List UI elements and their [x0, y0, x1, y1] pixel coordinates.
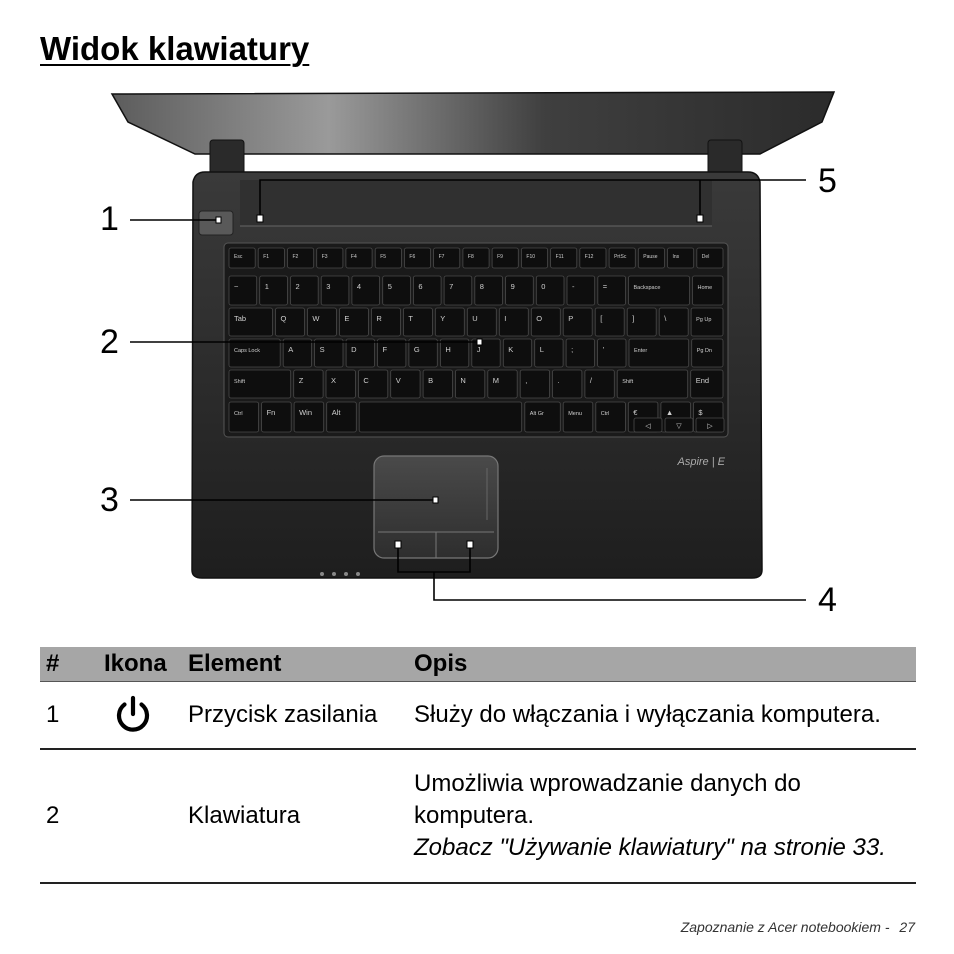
key-label: Del — [701, 254, 710, 260]
header-description: Opis — [408, 647, 916, 681]
key-label: 8 — [479, 282, 484, 291]
key-label: - — [572, 282, 575, 291]
key-label: 1 — [264, 282, 269, 291]
key-ins — [668, 248, 694, 268]
key-label: , — [525, 376, 528, 385]
key-label: ' — [602, 345, 605, 354]
key-label: ▲ — [665, 408, 674, 417]
key-label: ; — [571, 345, 574, 354]
key-f3 — [317, 248, 343, 268]
key-fn — [262, 402, 292, 432]
row-note-text: Zobacz "Używanie klawiatury" na stronie 33. — [414, 834, 886, 861]
key-ctrl — [596, 402, 626, 432]
key-label: 0 — [541, 282, 546, 291]
key-label: PrtSc — [614, 254, 627, 260]
table-row — [40, 749, 916, 883]
key-label: O — [536, 314, 543, 323]
components-table — [40, 647, 916, 884]
key-f1 — [258, 248, 284, 268]
key-label: F12 — [584, 254, 594, 260]
key-label: Backspace — [633, 285, 661, 291]
callout-2: 2 — [100, 323, 119, 361]
key-label: V — [395, 376, 401, 385]
key-label: Y — [440, 314, 446, 323]
key-label: \ — [664, 314, 667, 323]
key-label: = — [602, 282, 608, 291]
page-footer — [681, 919, 915, 935]
key-label: Q — [280, 314, 287, 323]
power-icon — [112, 694, 154, 736]
key-label: ◁ — [645, 422, 651, 430]
key-label: Alt Gr — [529, 411, 544, 417]
key-label: Fn — [266, 408, 276, 417]
key-label: F1 — [263, 254, 270, 260]
laptop-keyboard-figure — [0, 80, 954, 620]
key-label: 6 — [418, 282, 423, 291]
key-label: L — [539, 345, 544, 354]
row-description — [408, 681, 916, 749]
key-label: D — [351, 345, 357, 354]
key-label: Ctrl — [600, 411, 610, 417]
key-label: X — [331, 376, 337, 385]
key-label: Win — [299, 408, 313, 417]
key-label: Pg Dn — [696, 348, 712, 354]
key-space — [359, 402, 522, 432]
key-label: / — [589, 376, 592, 385]
row-icon-cell — [98, 749, 182, 883]
key-label: Ctrl — [234, 411, 243, 417]
key-del — [697, 248, 723, 268]
header-element: Element — [182, 647, 408, 681]
key-label: Pause — [643, 254, 658, 260]
key-label: N — [460, 376, 466, 385]
key-label: Ins — [672, 254, 680, 260]
header-icon: Ikona — [98, 647, 182, 681]
key-label: E — [344, 314, 350, 323]
key-label: 9 — [510, 282, 515, 291]
row-element: Przycisk zasilania — [182, 681, 408, 749]
callout-3: 3 — [100, 481, 119, 519]
key-label: Alt — [331, 408, 341, 417]
key-label: 5 — [387, 282, 392, 291]
row-element: Klawiatura — [182, 749, 408, 883]
key-label: J — [476, 345, 481, 354]
page-title: Widok klawiatury — [40, 30, 310, 67]
key-f2 — [288, 248, 314, 268]
page-number: 27 — [899, 919, 915, 935]
key-label: . — [557, 376, 560, 385]
key-f7 — [434, 248, 460, 268]
footer-text: Zapoznanie z Acer notebookiem - — [680, 919, 890, 935]
key-label: P — [568, 314, 574, 323]
row-description-text: Służy do włączania i wyłączania komputera. — [414, 700, 881, 728]
callout-4: 4 — [818, 581, 837, 619]
key-label: ▷ — [707, 422, 713, 430]
key-alt — [327, 402, 357, 432]
laptop-illustration — [0, 80, 954, 620]
header-num: # — [40, 647, 98, 681]
key-label: [ — [600, 314, 603, 323]
key-label: F2 — [292, 254, 299, 260]
row-description — [408, 749, 916, 883]
key-label: T — [408, 314, 413, 323]
row-icon-cell — [98, 681, 182, 749]
key-label: F7 — [438, 254, 445, 260]
callout-5: 5 — [818, 162, 837, 200]
key-label: Z — [298, 376, 304, 385]
key-label: 7 — [449, 282, 454, 291]
key-label: M — [492, 376, 500, 385]
key-label: F4 — [350, 254, 357, 260]
key-label: F — [382, 345, 388, 354]
key-label: Shift — [622, 379, 634, 385]
row-description-text: Umożliwia wprowadzanie danych do komputera. — [414, 770, 801, 829]
key-label: $ — [698, 408, 703, 417]
key-label: Tab — [234, 314, 247, 323]
table-header-row — [40, 647, 916, 681]
key-label: ] — [632, 314, 635, 323]
key-label: U — [472, 314, 478, 323]
key-label: W — [312, 314, 320, 323]
key-alt-gr — [525, 402, 561, 432]
key-ctrl — [229, 402, 259, 432]
key-label: 4 — [356, 282, 362, 291]
key-label: F8 — [467, 254, 474, 260]
key-label: Enter — [634, 348, 648, 354]
key-label: € — [633, 408, 638, 417]
key-label: H — [445, 345, 451, 354]
key-label: Menu — [568, 411, 582, 417]
key-label: A — [288, 345, 294, 354]
speaker-strip — [240, 180, 712, 226]
key-label: F10 — [526, 254, 536, 260]
key-label: 3 — [326, 282, 331, 291]
row-num: 2 — [40, 749, 98, 883]
key-label: R — [376, 314, 382, 323]
key-label: S — [319, 345, 325, 354]
key-win — [294, 402, 324, 432]
key-f6 — [404, 248, 430, 268]
key-label: Caps Lock — [234, 348, 260, 354]
key-f4 — [346, 248, 372, 268]
row-num: 1 — [40, 681, 98, 749]
key-f9 — [492, 248, 518, 268]
key-f8 — [463, 248, 489, 268]
key-label: K — [508, 345, 514, 354]
brand-label: Aspire | E — [677, 456, 725, 468]
key-label: F6 — [409, 254, 416, 260]
key-label: B — [428, 376, 434, 385]
key-label: G — [413, 345, 420, 354]
key-label: 2 — [295, 282, 300, 291]
key-label: F9 — [497, 254, 503, 260]
key-label: End — [695, 376, 710, 385]
callout-1: 1 — [100, 200, 119, 238]
key-label: Pg Up — [696, 317, 712, 323]
key-label: Esc — [234, 254, 243, 260]
key-label: ▽ — [676, 422, 682, 430]
key-f5 — [375, 248, 401, 268]
key-label: Home — [697, 285, 713, 291]
key-label: ~ — [234, 282, 239, 291]
key-menu — [563, 402, 593, 432]
key-label: F11 — [555, 254, 564, 260]
key-label: I — [504, 314, 507, 323]
key-label: F3 — [321, 254, 328, 260]
key-label: F5 — [380, 254, 387, 260]
key-label: C — [363, 376, 369, 385]
table-row — [40, 681, 916, 749]
key-label: Shift — [234, 379, 246, 385]
